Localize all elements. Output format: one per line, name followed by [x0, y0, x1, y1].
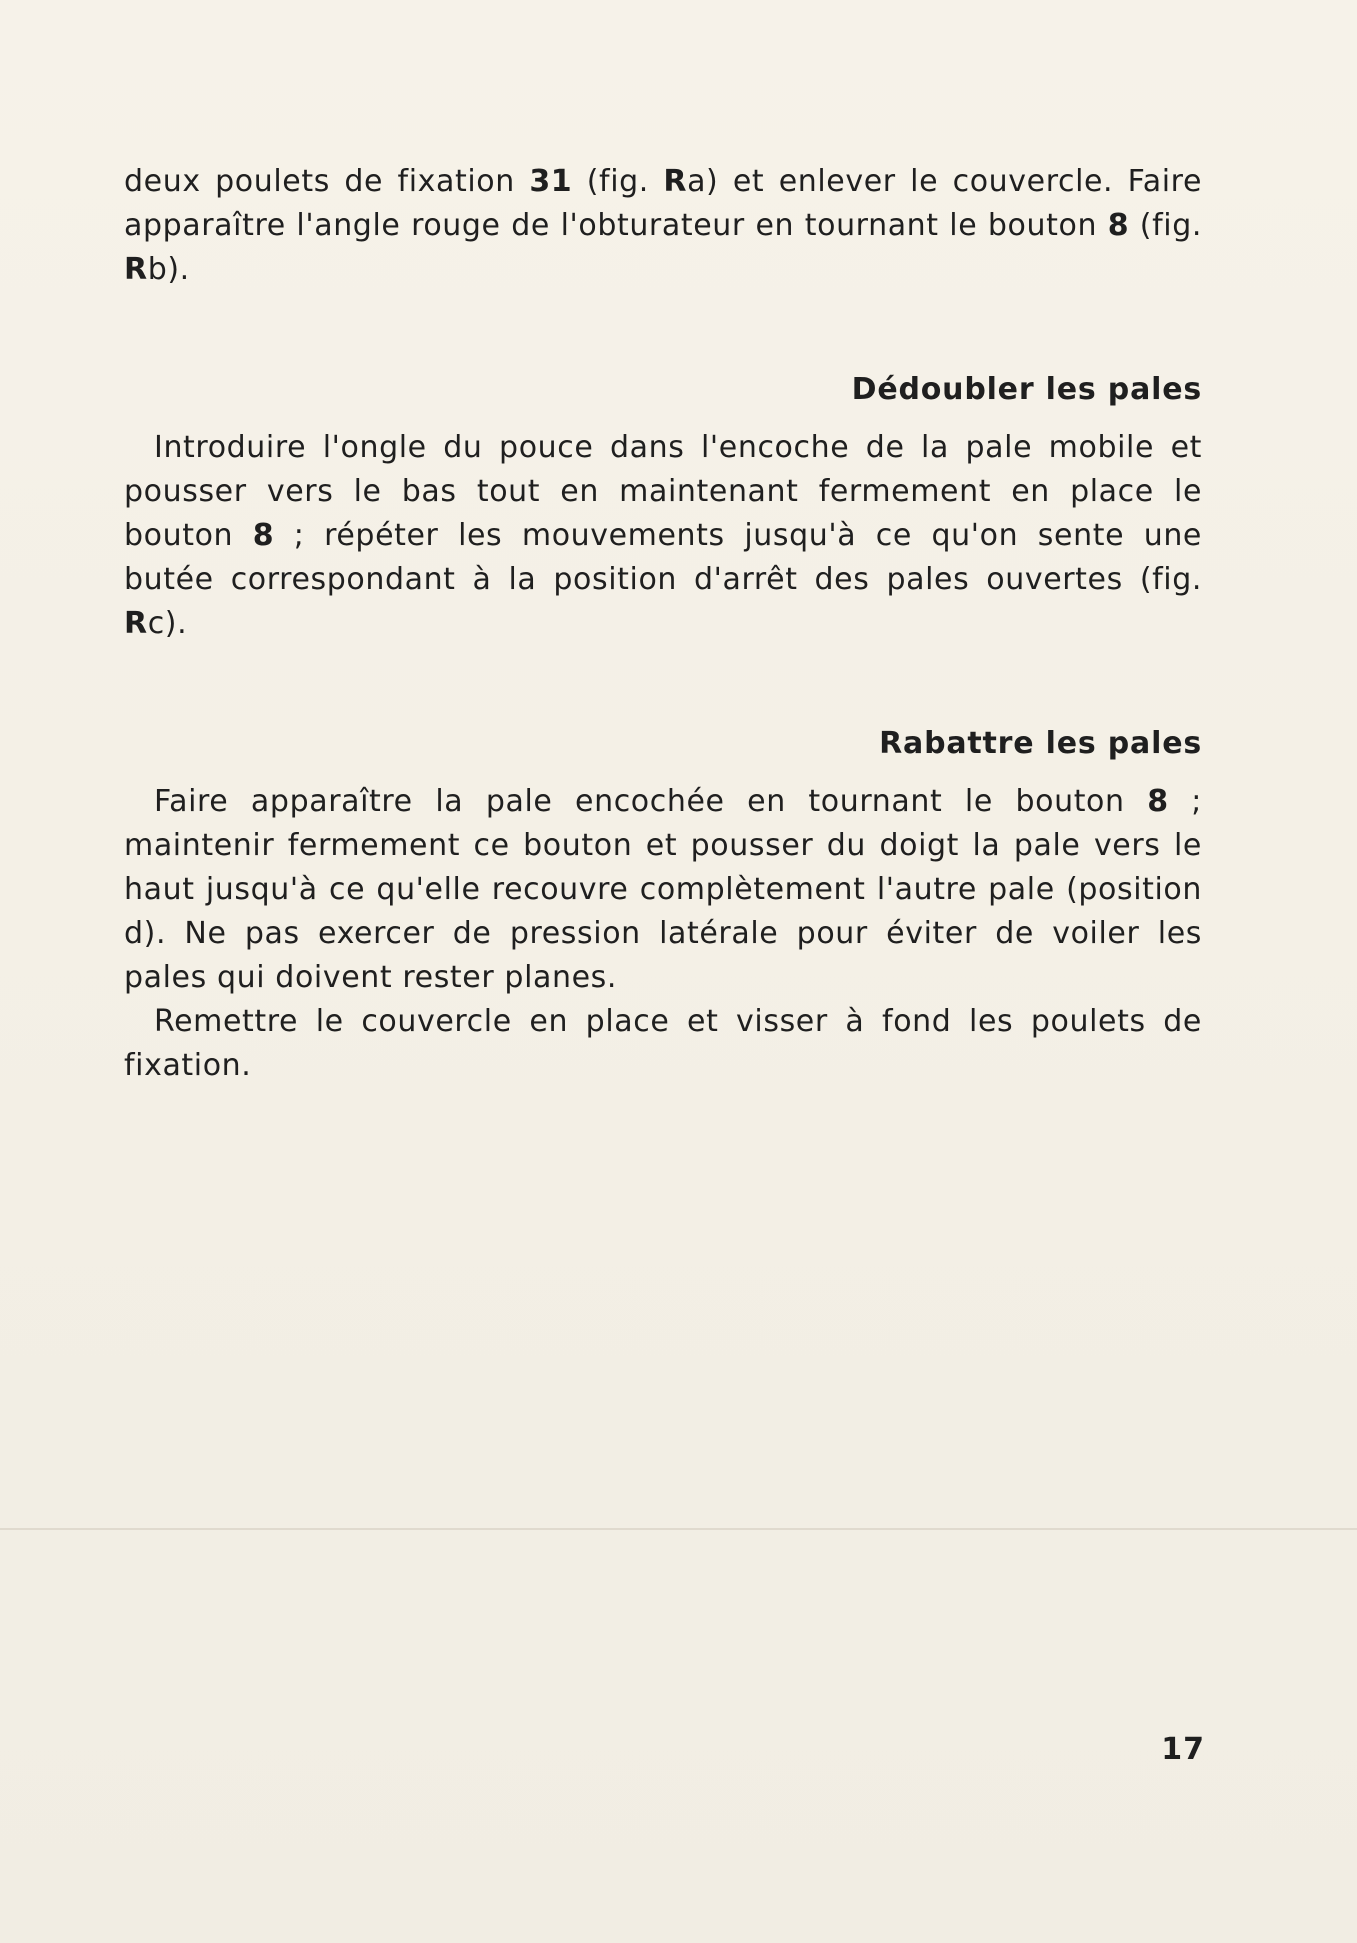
text: c). — [147, 606, 188, 641]
text: Faire apparaître la pale encochée en tournant le bouton — [154, 784, 1148, 819]
page-crease — [0, 1528, 1357, 1530]
text: Introduire l'ongle du pouce dans l'encoche de la pale mobile et pousser vers le bas tout en maintenant fermement en place le bouton — [124, 430, 1202, 553]
text: ; répéter les mouvements jusqu'à ce qu'on sente une butée correspondant à la position d'arrêt des pales ouvertes (fig. — [124, 518, 1202, 597]
text: (fig. — [572, 164, 664, 199]
page-content — [124, 160, 1202, 1088]
text: ; maintenir fermement ce bouton et pousser du doigt la pale vers le haut jusqu'à ce qu'elle recouvre complètement l'autre pale (position d). Ne pas exercer de pression latérale pour éviter de voiler les pales qui doivent rester planes. — [124, 784, 1202, 995]
section2-paragraph-2: Remettre le couvercle en place et visser à fond les poulets de fixation. — [124, 1004, 1202, 1083]
intro-paragraph — [124, 160, 1202, 292]
section-heading-dedoubler: Dédoubler les pales — [851, 372, 1202, 407]
part-number: 8 — [1107, 208, 1130, 243]
part-number: 31 — [529, 164, 573, 199]
figure-letter: R — [124, 606, 148, 641]
text: a) et enlever le couvercle. Faire apparaître l'angle rouge de l'obturateur en tournant le bouton — [124, 164, 1203, 243]
part-number: 8 — [1147, 784, 1169, 819]
section-heading-rabattre: Rabattre les pales — [879, 726, 1202, 761]
figure-letter: R — [663, 164, 688, 199]
figure-letter: R — [124, 252, 148, 287]
text: b). — [147, 252, 190, 287]
text: (fig. — [1129, 208, 1202, 243]
section2-paragraph — [124, 780, 1202, 1000]
text: deux poulets de fixation — [124, 164, 530, 199]
page-number: 17 — [1161, 1732, 1205, 1767]
part-number: 8 — [252, 518, 275, 553]
section1-paragraph — [124, 426, 1202, 646]
